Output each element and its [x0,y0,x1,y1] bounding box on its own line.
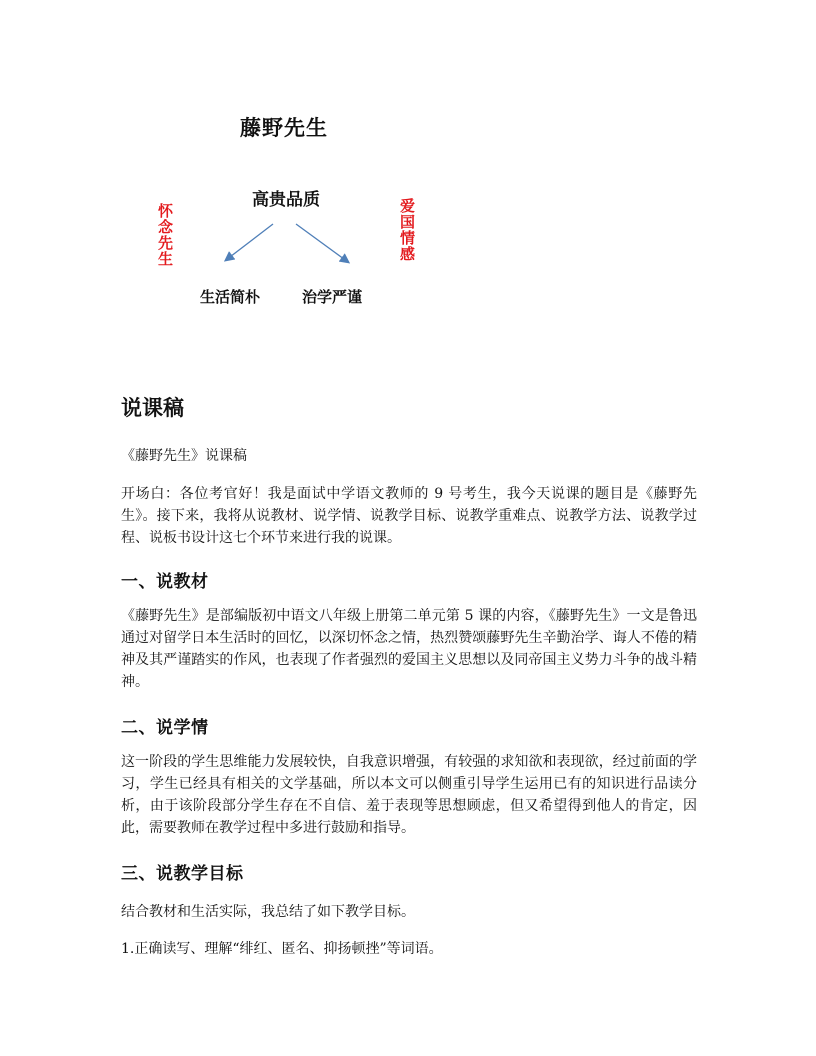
section-body: 《藤野先生》是部编版初中语文八年级上册第二单元第 5 课的内容，《藤野先生》一文是鲁迅通过对留学日本生活时的回忆，以深切怀念之情，热烈赞颂藤野先生辛勤治学、诲人不倦的精神及其严谨踏实的作风，也表现了作者强烈的爱国主义思想以及同帝国主义势力斗争的战斗精神。 [121,608,697,690]
intro-paragraph: 开场白：各位考官好！我是面试中学语文教师的 9 号考生，我今天说课的题目是《藤野先生》。接下来，我将从说教材、说学情、说教学目标、说教学重难点、说教学方法、说教学过程、说板书设计这七个环节来进行我的说课。 [121,486,697,546]
diagram-left-branch: 生活简朴 [200,288,261,306]
diagram-right-branch: 治学严谨 [302,288,363,306]
section-heading: 三、说教学目标 [121,864,244,884]
section-body: 结合教材和生活实际，我总结了如下教学目标。 [121,904,415,920]
document-heading: 说课稿 [121,396,184,420]
section-heading: 二、说学情 [121,718,209,738]
arrow-right [296,224,348,262]
list-item: 1.正确读写、理解“绯红、匿名、抑扬顿挫”等词语。 [121,941,443,957]
diagram-left-vertical: 怀念先生 [156,203,174,267]
diagram-arrows [0,0,816,330]
diagram-right-vertical: 爱国情感 [398,198,416,262]
document-subtitle: 《藤野先生》说课稿 [121,448,247,464]
arrow-left [226,224,273,260]
diagram-center-label: 高贵品质 [252,190,320,210]
diagram-title: 藤野先生 [240,116,328,140]
section-body: 这一阶段的学生思维能力发展较快，自我意识增强，有较强的求知欲和表现欲，经过前面的学习，学生已经具有相关的文学基础，所以本文可以侧重引导学生运用已有的知识进行品读分析，由于该阶段部分学生存在不自信、羞于表现等思想顾虑，但又希望得到他人的肯定，因此，需要教师在教学过程中多进行鼓励和指导。 [121,754,697,836]
section-heading: 一、说教材 [121,572,209,592]
